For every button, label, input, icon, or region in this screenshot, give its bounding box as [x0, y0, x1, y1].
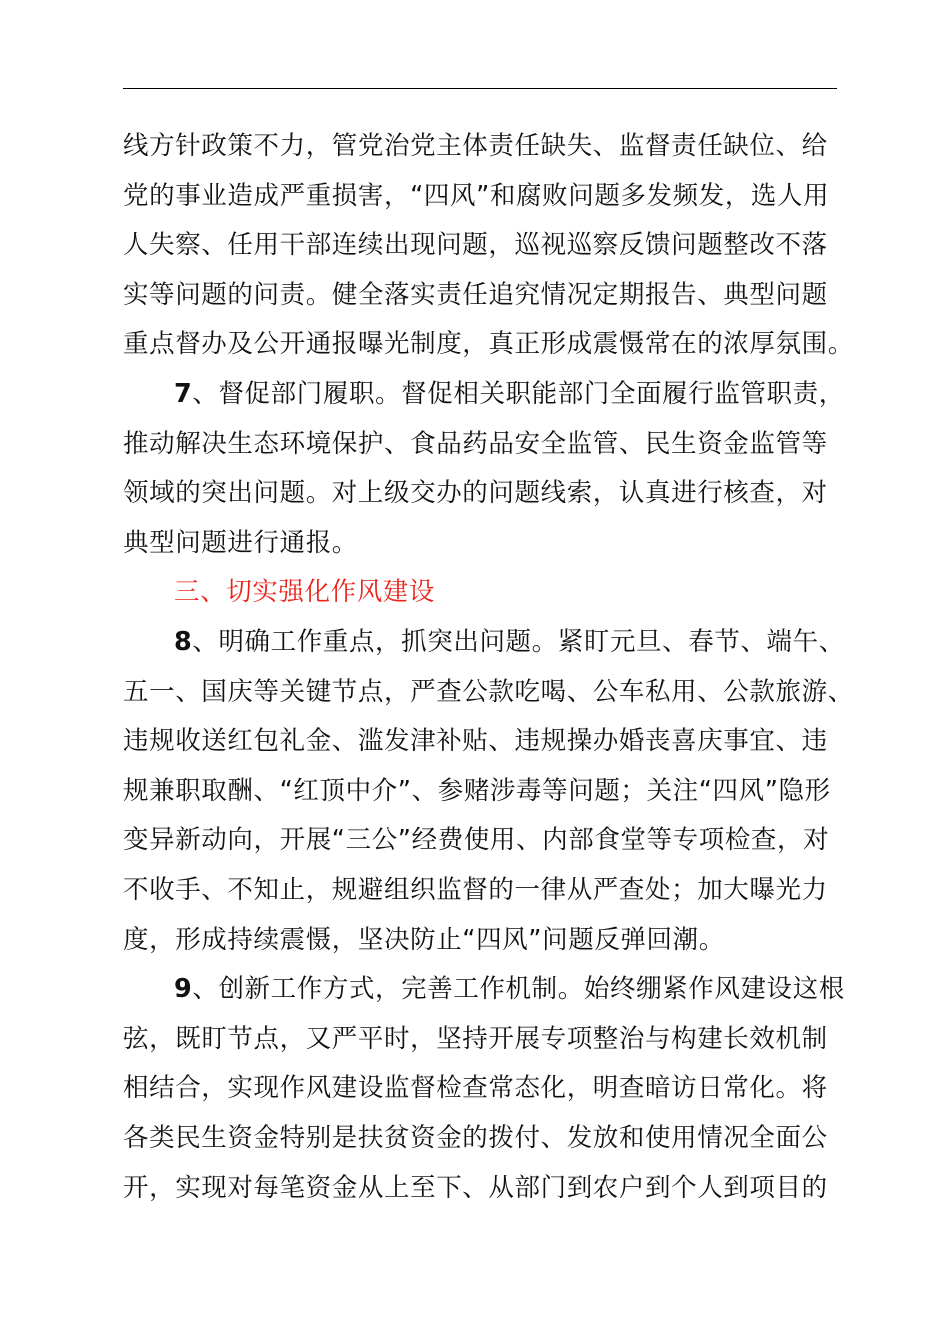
text-line: 不收手、不知止，规避组织监督的一律从严查处；加大曝光力 — [123, 875, 828, 905]
text-line: 变异新动向，开展“三公”经费使用、内部食堂等专项检查，对 — [123, 825, 830, 856]
text-line: 、督促部门履职。督促相关职能部门全面履行监管职责， — [192, 379, 845, 409]
text-line: 领域的突出问题。对上级交办的问题线索，认真进行核查，对 — [123, 478, 828, 509]
text-line: 典型问题进行通报。 — [123, 527, 358, 558]
paragraph-9-first-line — [174, 969, 845, 1009]
text-line: 规兼职取酬、“红顶中介”、参赌涉毒等问题；关注“四风”隐形 — [123, 775, 831, 806]
text-line: 五一、国庆等关键节点，严查公款吃喝、公车私用、公款旅游、 — [123, 676, 854, 707]
item-number-8: 8 — [174, 627, 193, 657]
item-number-9: 9 — [174, 974, 193, 1005]
text-line: 人失察、任用干部连续出现问题，巡视巡察反馈问题整改不落 — [123, 230, 828, 261]
header-rule — [123, 88, 837, 89]
text-line: 违规收送红包礼金、滥发津补贴、违规操办婚丧喜庆事宜、违 — [123, 726, 828, 757]
text-line: 度，形成持续震慑，坚决防止“四风”问题反弹回潮。 — [123, 924, 725, 955]
text-line: 重点督办及公开通报曝光制度，真正形成震慑常在的浓厚氛围。 — [123, 329, 854, 360]
text-line: 线方针政策不力，管党治党主体责任缺失、监督责任缺位、给 — [123, 131, 828, 161]
text-line: 开，实现对每笔资金从上至下、从部门到农户到个人到项目的 — [123, 1172, 828, 1203]
text-line: 、明确工作重点，抓突出问题。紧盯元旦、春节、端午、 — [192, 627, 845, 657]
section-heading: 三、切实强化作风建设 — [174, 577, 436, 608]
text-line: 各类民生资金特别是扶贫资金的拨付、发放和使用情况全面公 — [123, 1123, 828, 1153]
text-line: 党的事业造成严重损害，“四风”和腐败问题多发频发，选人用 — [123, 180, 830, 211]
text-line: 、创新工作方式，完善工作机制。始终绷紧作风建设这根 — [192, 974, 845, 1005]
text-line: 推动解决生态环境保护、食品药品安全监管、民生资金监管等 — [123, 428, 828, 459]
text-line: 实等问题的问责。健全落实责任追究情况定期报告、典型问题 — [123, 279, 828, 310]
item-number-7: 7 — [174, 379, 193, 409]
text-line: 相结合，实现作风建设监督检查常态化，明查暗访日常化。将 — [123, 1073, 828, 1104]
text-line: 弦，既盯节点，又严平时，坚持开展专项整治与构建长效机制 — [123, 1023, 828, 1054]
paragraph-8-first-line — [174, 622, 845, 662]
paragraph-7-first-line — [174, 374, 845, 414]
